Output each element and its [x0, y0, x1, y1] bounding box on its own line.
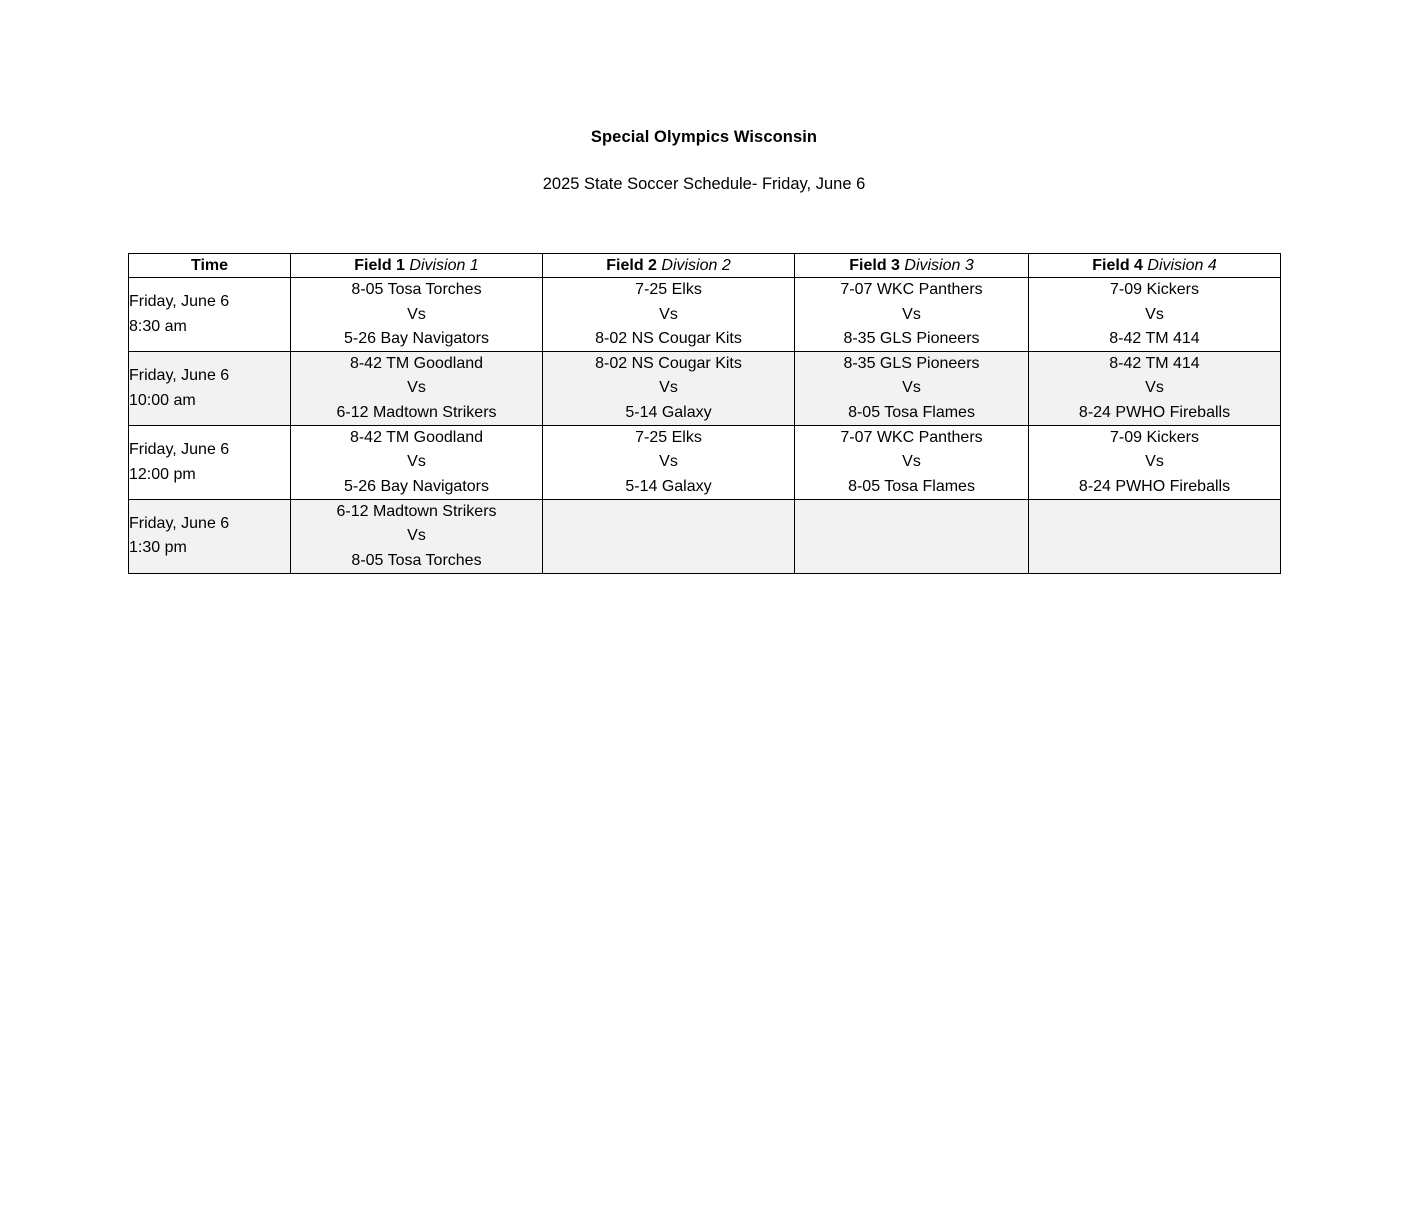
match-team-1: 8-05 Tosa Torches: [351, 281, 482, 299]
match-team-1: 7-09 Kickers: [1110, 281, 1199, 299]
table-row: [129, 426, 1281, 500]
table-header-row: [129, 254, 1281, 278]
field-2-division: Division 2: [661, 257, 731, 274]
match-vs: Vs: [902, 379, 921, 397]
match-cell-empty: [795, 500, 1029, 574]
row-date: Friday, June 6: [129, 440, 230, 458]
field-4-name: Field 4: [1092, 257, 1143, 274]
row-date: Friday, June 6: [129, 366, 230, 384]
page-subtitle: 2025 State Soccer Schedule- Friday, June 6: [542, 175, 866, 193]
document-page: [0, 128, 1408, 1216]
match-team-1: 7-25 Elks: [635, 429, 702, 447]
field-1-division: Division 1: [409, 257, 479, 274]
match-cell: [795, 426, 1029, 500]
match-vs: Vs: [1145, 379, 1164, 397]
match-cell-empty: [543, 500, 795, 574]
schedule-table-wrapper: [0, 253, 1408, 574]
match-team-1: 8-42 TM Goodland: [349, 355, 484, 373]
row-time: 8:30 am: [129, 317, 187, 335]
match-team-2: 5-14 Galaxy: [625, 477, 712, 495]
match-team-2: 8-42 TM 414: [1109, 329, 1200, 347]
match-cell: [291, 426, 543, 500]
match-cell: [291, 500, 543, 574]
match-team-1: 8-02 NS Cougar Kits: [595, 355, 742, 373]
match-cell: [795, 352, 1029, 426]
row-time-slot: [129, 352, 291, 426]
row-date: Friday, June 6: [129, 514, 230, 532]
column-header-time: Time: [129, 254, 291, 278]
match-team-2: 5-26 Bay Navigators: [344, 329, 489, 347]
field-3-division: Division 3: [904, 257, 974, 274]
match-team-2: 8-05 Tosa Torches: [351, 551, 482, 569]
row-time-slot: [129, 426, 291, 500]
match-team-1: 7-09 Kickers: [1110, 429, 1199, 447]
match-team-1: 8-42 TM 414: [1109, 355, 1200, 373]
match-cell: [291, 278, 543, 352]
match-cell: [543, 352, 795, 426]
column-header-field-4: [1029, 254, 1281, 278]
row-time-slot: [129, 278, 291, 352]
match-vs: Vs: [407, 379, 426, 397]
match-team-1: 7-07 WKC Panthers: [840, 429, 983, 447]
row-date: Friday, June 6: [129, 292, 230, 310]
row-time: 1:30 pm: [129, 539, 187, 557]
match-vs: Vs: [902, 453, 921, 471]
match-vs: Vs: [407, 453, 426, 471]
row-time: 12:00 pm: [129, 465, 196, 483]
table-row: [129, 500, 1281, 574]
field-2-name: Field 2: [606, 257, 657, 274]
match-vs: Vs: [659, 453, 678, 471]
match-vs: Vs: [1145, 305, 1164, 323]
schedule-table: [128, 253, 1281, 574]
match-team-2: 8-05 Tosa Flames: [848, 403, 975, 421]
match-team-1: 7-07 WKC Panthers: [840, 281, 983, 299]
match-vs: Vs: [407, 527, 426, 545]
table-row: [129, 278, 1281, 352]
row-time-slot: [129, 500, 291, 574]
match-cell: [1029, 426, 1281, 500]
match-team-1: 8-35 GLS Pioneers: [843, 355, 980, 373]
match-cell: [1029, 352, 1281, 426]
match-team-2: 5-26 Bay Navigators: [344, 477, 489, 495]
field-4-division: Division 4: [1147, 257, 1217, 274]
match-team-2: 8-24 PWHO Fireballs: [1078, 403, 1231, 421]
match-cell: [543, 278, 795, 352]
column-header-field-2: [543, 254, 795, 278]
match-team-2: 8-05 Tosa Flames: [848, 477, 975, 495]
match-vs: Vs: [659, 305, 678, 323]
match-team-1: 7-25 Elks: [635, 281, 702, 299]
match-team-2: 6-12 Madtown Strikers: [336, 403, 497, 421]
column-header-field-1: [291, 254, 543, 278]
match-team-2: 8-24 PWHO Fireballs: [1078, 477, 1231, 495]
match-vs: Vs: [902, 305, 921, 323]
match-cell: [543, 426, 795, 500]
row-time: 10:00 am: [129, 391, 196, 409]
match-team-2: 8-35 GLS Pioneers: [843, 329, 980, 347]
match-team-2: 5-14 Galaxy: [625, 403, 712, 421]
match-vs: Vs: [659, 379, 678, 397]
match-cell: [291, 352, 543, 426]
match-team-1: 8-42 TM Goodland: [349, 429, 484, 447]
table-row: [129, 352, 1281, 426]
match-team-2: 8-02 NS Cougar Kits: [595, 329, 742, 347]
page-title: Special Olympics Wisconsin: [590, 128, 818, 146]
match-team-1: 6-12 Madtown Strikers: [336, 503, 497, 520]
match-cell: [1029, 278, 1281, 352]
match-cell: [795, 278, 1029, 352]
match-cell-empty: [1029, 500, 1281, 574]
field-1-name: Field 1: [354, 257, 405, 274]
match-vs: Vs: [407, 305, 426, 323]
field-3-name: Field 3: [849, 257, 900, 274]
column-header-field-3: [795, 254, 1029, 278]
match-vs: Vs: [1145, 453, 1164, 471]
